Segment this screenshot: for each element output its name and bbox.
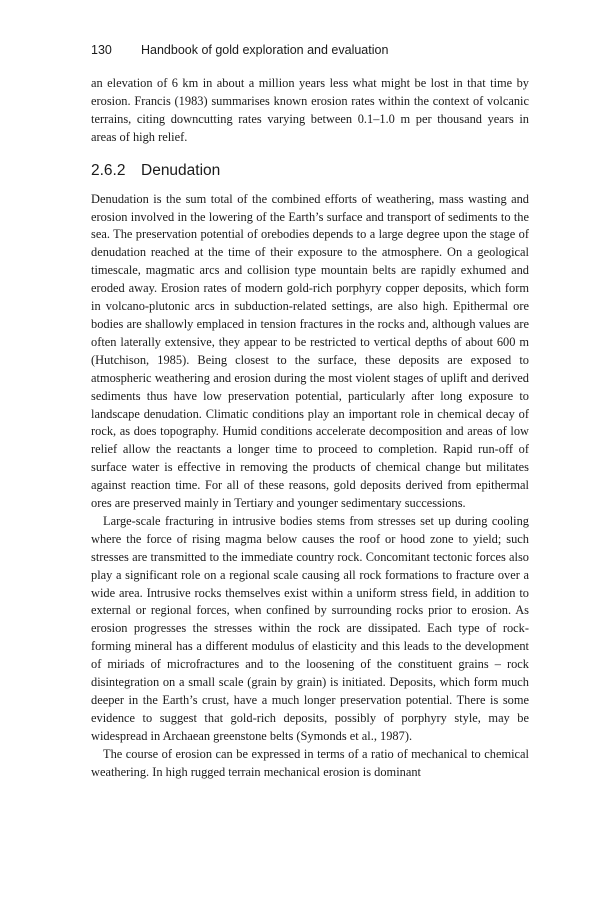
body-text	[91, 75, 529, 782]
section-heading	[91, 161, 529, 181]
running-head	[91, 42, 529, 58]
section-title: Denudation	[141, 161, 221, 179]
paragraph-denudation: Denudation is the sum total of the combined efforts of weathering, mass wasting and erosion involved in the lowering of the Earth’s surface and transport of sediments to the sea. The preservation potential of orebodies depends to a large degree upon the stage of denudation reached at the time of their exposure to the atmosphere. On a geological timescale, magmatic arcs and collision type mountain belts are rapidly exhumed and eroded away. Erosion rates of modern gold-rich porphyry copper deposits, which form in volcano-plutonic arcs in subduction-related settings, are also high. Epithermal ore bodies are shallowly emplaced in tension fractures in the rocks and, although values are often laterally extensive, they appear to be restricted to vertical depths of about 600 m (Hutchison, 1985). Being closest to the surface, these deposits are exposed to atmospheric weathering and erosion during the most violent stages of uplift and derived sediments thus have low preservation potential, particularly after long exposure to landscape denudation. Climatic conditions play an important role in chemical decay of rock, as does topography. Humid conditions accelerate decomposition and areas of low relief allow the reactants a longer time to proceed to completion. Rapid run-off of surface water is effective in removing the products of chemical change but militates against reaction time. For all of these reasons, gold deposits derived from epithermal ores are preserved mainly in Tertiary and younger sedimentary successions.	[91, 191, 529, 511]
section-number: 2.6.2	[91, 161, 126, 179]
book-title: Handbook of gold exploration and evaluation	[141, 43, 389, 57]
paragraph-erosion-ratio: The course of erosion can be expressed in terms of a ratio of mechanical to chemical weathering. In high rugged terrain mechanical erosion is dominant	[91, 746, 529, 779]
paragraph-fracturing: Large-scale fracturing in intrusive bodies stems from stresses set up during cooling where the force of rising magma below causes the roof or hood zone to yield; such stresses are transmitted to the immediate country rock. Concomitant tectonic forces also play a significant role on a regional scale causing all rock formations to fracture over a wide area. Intrusive rocks themselves exist within a uniform stress field, in addition to external or regional forces, when confined by surrounding rocks prior to erosion. As erosion progresses the stresses within the rock are dissipated. Each type of rock-forming mineral has a different modulus of elasticity and this leads to the development of miriads of microfractures and to the loosening of the constituent grains – rock disintegration on a small scale (grain by grain) is initiated. Deposits, which form much deeper in the Earth’s crust, have a much longer preservation potential. There is some evidence to suggest that gold-rich deposits, possibly of porphyry style, may be widespread in Archaean greenstone belts (Symonds et al., 1987).	[91, 513, 529, 743]
book-page	[91, 42, 529, 782]
page-number: 130	[91, 43, 112, 57]
intro-paragraph: an elevation of 6 km in about a million years less what might be lost in that time by erosion. Francis (1983) summarises known erosion rates within the context of volcanic terrains, citing downcutting rates varying between 0.1–1.0 m per thousand years in areas of high relief.	[91, 76, 529, 144]
